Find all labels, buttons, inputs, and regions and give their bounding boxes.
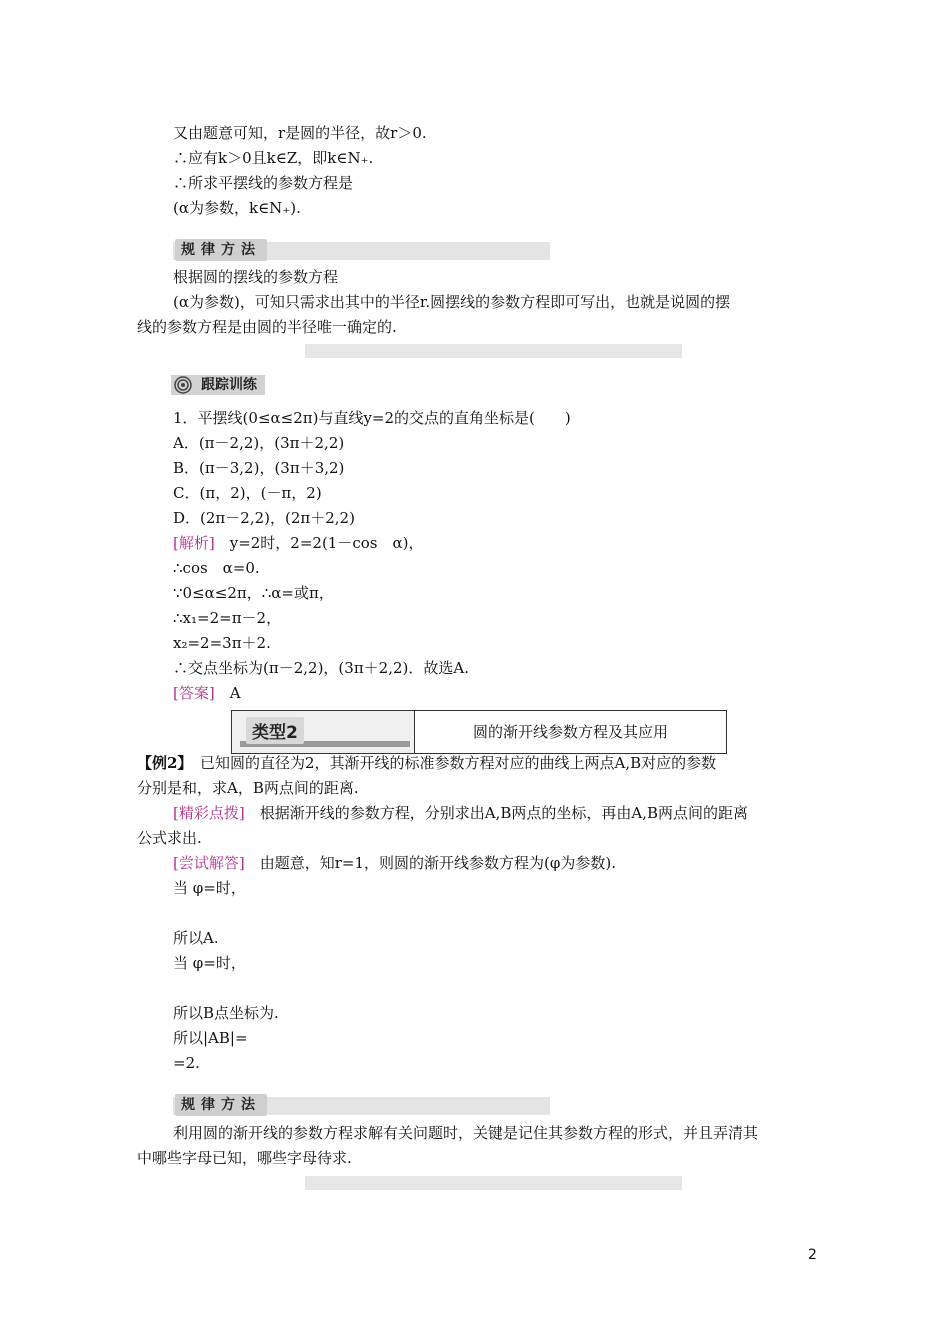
question-1: 1．平摆线(0≤α≤2π)与直线y=2的交点的直角坐标是( ): [173, 409, 571, 427]
option-c: C．(π，2)，(－π，2): [173, 484, 322, 502]
divider-bar-2: [305, 1176, 682, 1190]
option-b: B．(π－3,2)，(3π＋3,2): [173, 459, 345, 477]
example-label: 【例2】: [137, 754, 185, 772]
target-icon: [174, 376, 192, 394]
text-line: 中哪些字母已知，哪些字母待求.: [137, 1149, 352, 1167]
text-line: x₂=2=3π＋2.: [173, 634, 271, 652]
text-line: ∴应有k＞0且k∈Z，即k∈N₊.: [173, 149, 374, 167]
example-text: 已知圆的直径为2，其渐开线的标准参数方程对应的曲线上两点A,B对应的参数: [184, 754, 717, 772]
divider-bar: [305, 344, 682, 358]
text-line: 利用圆的渐开线的参数方程求解有关问题时，关键是记住其参数方程的形式，并且弄清其: [173, 1124, 759, 1142]
text-line: 公式求出.: [137, 829, 202, 847]
type-header-box: [231, 710, 727, 754]
analysis-text: y=2时，2=2(1－cos α)，: [214, 534, 424, 552]
text-line: ∴交点坐标为(π－2,2)，(3π＋2,2)．故选A.: [173, 659, 469, 677]
answer-label: [答案]: [173, 684, 215, 702]
example-2: [137, 752, 716, 774]
rule-method-label: 规律方法: [175, 239, 267, 261]
solution-label: [尝试解答]: [173, 854, 245, 872]
type-label: 类型2: [246, 717, 304, 744]
option-a: A．(π－2,2)，(3π＋2,2): [173, 434, 345, 452]
hint-label: [精彩点拨]: [173, 804, 245, 822]
rule-method-banner-2: [173, 1097, 550, 1115]
text-line: =2.: [173, 1054, 200, 1072]
solution-line: [173, 852, 616, 874]
hint-text: 根据渐开线的参数方程，分别求出A,B两点的坐标，再由A,B两点间的距离: [244, 804, 748, 822]
follow-training-banner: [171, 375, 265, 395]
text-line: 又由题意可知，r是圆的半径，故r＞0.: [173, 124, 427, 142]
page-number: 2: [808, 1247, 817, 1263]
type-label-area: [232, 711, 414, 753]
text-line: ∵0≤α≤2π，∴α=或π，: [173, 584, 334, 602]
answer-line: [173, 682, 241, 704]
analysis-line: [173, 532, 423, 554]
text-line: 所以B点坐标为.: [173, 1004, 279, 1022]
type-title: 圆的渐开线参数方程及其应用: [472, 723, 668, 741]
text-line: 根据圆的摆线的参数方程: [173, 268, 339, 286]
text-line: (α为参数)，可知只需求出其中的半径r.圆摆线的参数方程即可写出，也就是说圆的摆: [173, 293, 731, 311]
answer-text: A: [214, 684, 241, 702]
text-line: 当 φ=时，: [173, 954, 246, 972]
follow-training-label: 跟踪训练: [201, 377, 257, 393]
text-line: 所以A.: [173, 929, 219, 947]
text-line: 分别是和，求A，B两点间的距离.: [137, 779, 359, 797]
option-d: D．(2π－2,2)，(2π＋2,2): [173, 509, 355, 527]
hint-line: [173, 802, 748, 824]
text-line: 当 φ=时，: [173, 879, 246, 897]
text-line: 线的参数方程是由圆的半径唯一确定的.: [137, 318, 397, 336]
text-line: ∴cos α=0.: [173, 559, 260, 577]
text-line: (α为参数，k∈N₊).: [173, 199, 301, 217]
text-line: ∴x₁=2=π－2，: [173, 609, 282, 627]
analysis-label: [解析]: [173, 534, 215, 552]
rule-method-label-2: 规律方法: [175, 1094, 267, 1116]
text-line: 所以|AB|=: [173, 1029, 248, 1047]
rule-method-banner: [173, 242, 550, 260]
solution-text: 由题意，知r=1，则圆的渐开线参数方程为(φ为参数).: [244, 854, 616, 872]
text-line: ∴所求平摆线的参数方程是: [173, 174, 354, 192]
